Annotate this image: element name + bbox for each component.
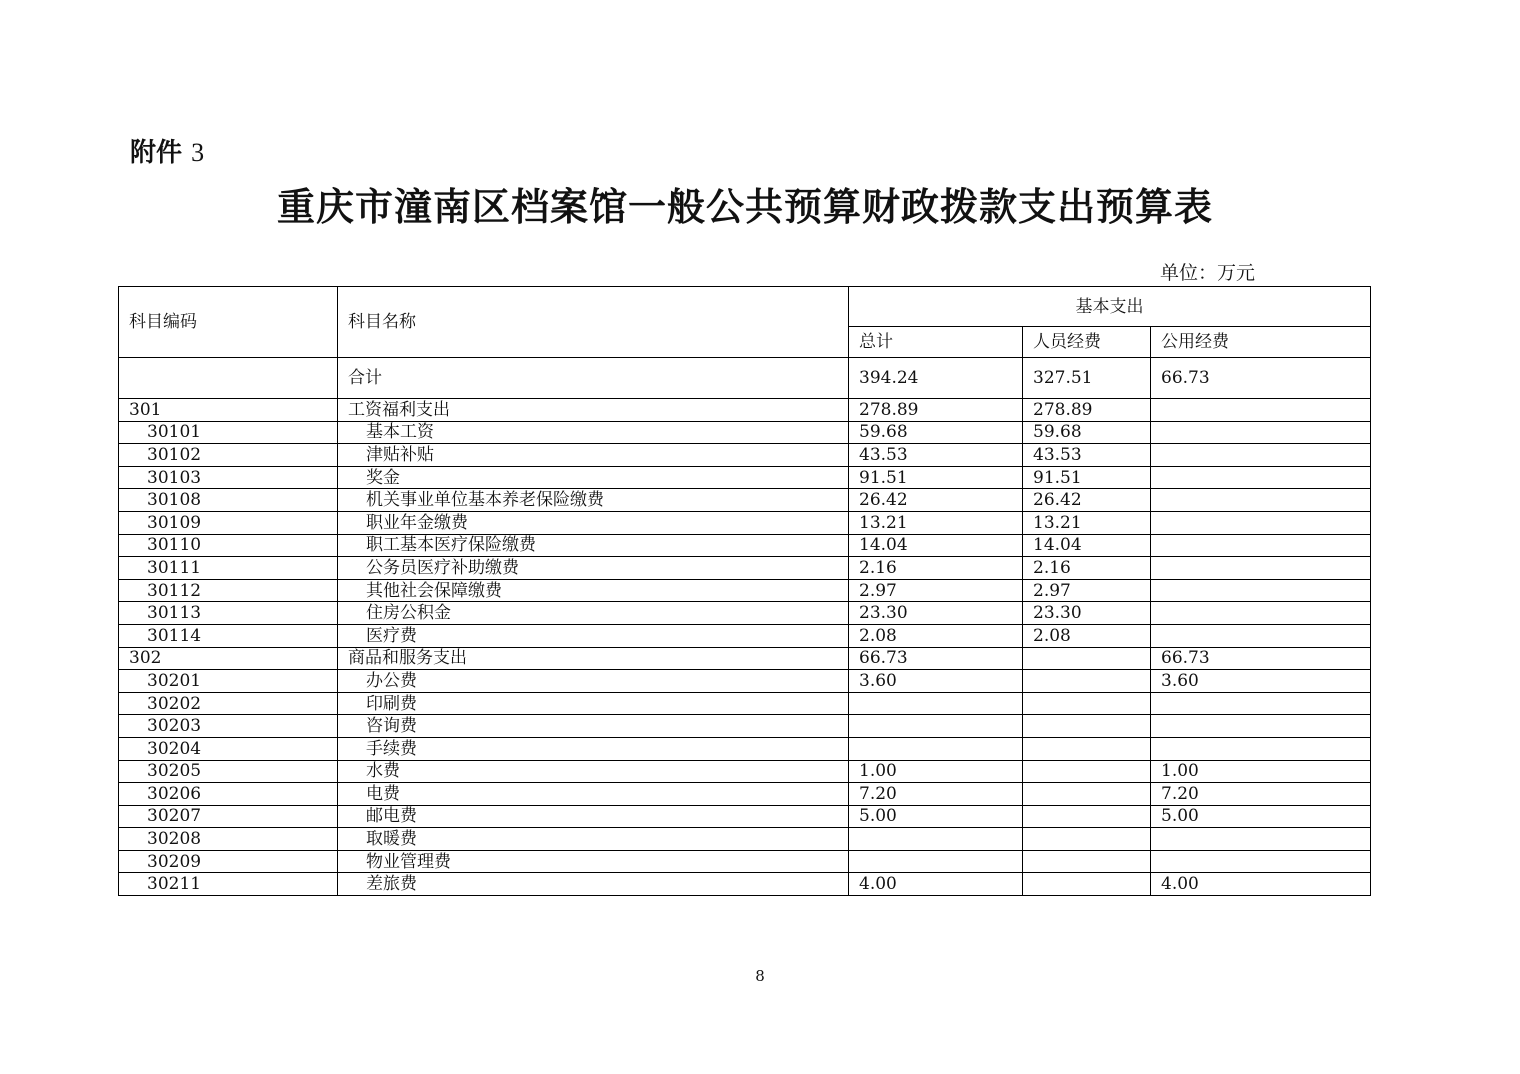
- public-cell: [1151, 715, 1371, 738]
- total-cell: 5.00: [849, 805, 1023, 828]
- code-cell: 301: [119, 399, 338, 422]
- total-cell: 91.51: [849, 466, 1023, 489]
- total-code-cell: [119, 358, 338, 399]
- name-cell: 物业管理费: [338, 850, 849, 873]
- personnel-cell: [1023, 828, 1151, 851]
- code-cell: 30109: [119, 511, 338, 534]
- budget-table: [118, 286, 1371, 896]
- name-cell: 医疗费: [338, 624, 849, 647]
- name-cell: 印刷费: [338, 692, 849, 715]
- total-total-cell: 394.24: [849, 358, 1023, 399]
- name-cell: 邮电费: [338, 805, 849, 828]
- table-row: [119, 737, 1371, 760]
- total-cell: [849, 850, 1023, 873]
- total-cell: [849, 737, 1023, 760]
- name-cell: 电费: [338, 783, 849, 806]
- header-total: 总计: [849, 327, 1023, 358]
- personnel-cell: 14.04: [1023, 534, 1151, 557]
- total-personnel-cell: 327.51: [1023, 358, 1151, 399]
- table-row: [119, 399, 1371, 422]
- table-row: [119, 850, 1371, 873]
- code-cell: 30113: [119, 602, 338, 625]
- page-number: 8: [755, 967, 765, 985]
- personnel-cell: [1023, 873, 1151, 896]
- total-cell: 7.20: [849, 783, 1023, 806]
- personnel-cell: [1023, 737, 1151, 760]
- total-row: [119, 358, 1371, 399]
- personnel-cell: 26.42: [1023, 489, 1151, 512]
- personnel-cell: 2.97: [1023, 579, 1151, 602]
- public-cell: 5.00: [1151, 805, 1371, 828]
- total-cell: 26.42: [849, 489, 1023, 512]
- total-cell: 2.16: [849, 557, 1023, 580]
- personnel-cell: 278.89: [1023, 399, 1151, 422]
- total-cell: 278.89: [849, 399, 1023, 422]
- code-cell: 30205: [119, 760, 338, 783]
- personnel-cell: [1023, 783, 1151, 806]
- total-cell: [849, 828, 1023, 851]
- public-cell: [1151, 737, 1371, 760]
- personnel-cell: 59.68: [1023, 421, 1151, 444]
- name-cell: 奖金: [338, 466, 849, 489]
- name-cell: 机关事业单位基本养老保险缴费: [338, 489, 849, 512]
- table-row: [119, 873, 1371, 896]
- public-cell: 66.73: [1151, 647, 1371, 670]
- total-cell: [849, 715, 1023, 738]
- table-row: [119, 579, 1371, 602]
- total-cell: [849, 692, 1023, 715]
- code-cell: 30102: [119, 444, 338, 467]
- name-cell: 基本工资: [338, 421, 849, 444]
- personnel-cell: [1023, 692, 1151, 715]
- header-basic-expenditure: 基本支出: [849, 287, 1371, 327]
- name-cell: 工资福利支出: [338, 399, 849, 422]
- public-cell: [1151, 444, 1371, 467]
- code-cell: 30112: [119, 579, 338, 602]
- code-cell: 30111: [119, 557, 338, 580]
- name-cell: 手续费: [338, 737, 849, 760]
- total-cell: 4.00: [849, 873, 1023, 896]
- personnel-cell: [1023, 760, 1151, 783]
- personnel-cell: 2.16: [1023, 557, 1151, 580]
- table-row: [119, 557, 1371, 580]
- table-row: [119, 647, 1371, 670]
- total-cell: 2.97: [849, 579, 1023, 602]
- public-cell: 4.00: [1151, 873, 1371, 896]
- table-row: [119, 670, 1371, 693]
- code-cell: 30206: [119, 783, 338, 806]
- public-cell: [1151, 579, 1371, 602]
- personnel-cell: [1023, 850, 1151, 873]
- header-public: 公用经费: [1151, 327, 1371, 358]
- code-cell: 30204: [119, 737, 338, 760]
- table-row: [119, 692, 1371, 715]
- header-row-top: [119, 287, 1371, 327]
- header-code: 科目编码: [119, 287, 338, 358]
- code-cell: 30207: [119, 805, 338, 828]
- personnel-cell: [1023, 670, 1151, 693]
- code-cell: 30202: [119, 692, 338, 715]
- name-cell: 咨询费: [338, 715, 849, 738]
- total-name-cell: 合计: [338, 358, 849, 399]
- total-public-cell: 66.73: [1151, 358, 1371, 399]
- public-cell: [1151, 828, 1371, 851]
- public-cell: 1.00: [1151, 760, 1371, 783]
- total-cell: 43.53: [849, 444, 1023, 467]
- code-cell: 30114: [119, 624, 338, 647]
- public-cell: 7.20: [1151, 783, 1371, 806]
- table-row: [119, 715, 1371, 738]
- name-cell: 取暖费: [338, 828, 849, 851]
- public-cell: [1151, 850, 1371, 873]
- table-row: [119, 624, 1371, 647]
- table-row: [119, 421, 1371, 444]
- name-cell: 其他社会保障缴费: [338, 579, 849, 602]
- public-cell: 3.60: [1151, 670, 1371, 693]
- table-row: [119, 828, 1371, 851]
- total-cell: 59.68: [849, 421, 1023, 444]
- total-cell: 3.60: [849, 670, 1023, 693]
- personnel-cell: 2.08: [1023, 624, 1151, 647]
- code-cell: 302: [119, 647, 338, 670]
- public-cell: [1151, 624, 1371, 647]
- code-cell: 30209: [119, 850, 338, 873]
- attachment-number: 3: [191, 138, 205, 167]
- header-personnel: 人员经费: [1023, 327, 1151, 358]
- table-row: [119, 805, 1371, 828]
- name-cell: 职工基本医疗保险缴费: [338, 534, 849, 557]
- code-cell: 30211: [119, 873, 338, 896]
- header-name: 科目名称: [338, 287, 849, 358]
- public-cell: [1151, 692, 1371, 715]
- table-row: [119, 444, 1371, 467]
- code-cell: 30110: [119, 534, 338, 557]
- public-cell: [1151, 511, 1371, 534]
- public-cell: [1151, 534, 1371, 557]
- code-cell: 30201: [119, 670, 338, 693]
- personnel-cell: [1023, 805, 1151, 828]
- code-cell: 30101: [119, 421, 338, 444]
- public-cell: [1151, 602, 1371, 625]
- personnel-cell: [1023, 647, 1151, 670]
- public-cell: [1151, 557, 1371, 580]
- personnel-cell: [1023, 715, 1151, 738]
- total-cell: 23.30: [849, 602, 1023, 625]
- attachment-label: [130, 132, 204, 169]
- public-cell: [1151, 421, 1371, 444]
- public-cell: [1151, 399, 1371, 422]
- total-cell: 66.73: [849, 647, 1023, 670]
- personnel-cell: 23.30: [1023, 602, 1151, 625]
- name-cell: 住房公积金: [338, 602, 849, 625]
- name-cell: 差旅费: [338, 873, 849, 896]
- name-cell: 商品和服务支出: [338, 647, 849, 670]
- unit-label: 单位：万元: [1160, 262, 1256, 284]
- code-cell: 30208: [119, 828, 338, 851]
- code-cell: 30108: [119, 489, 338, 512]
- code-cell: 30203: [119, 715, 338, 738]
- table-row: [119, 511, 1371, 534]
- personnel-cell: 43.53: [1023, 444, 1151, 467]
- table-row: [119, 534, 1371, 557]
- name-cell: 津贴补贴: [338, 444, 849, 467]
- attachment-text: 附件: [130, 138, 183, 168]
- name-cell: 职业年金缴费: [338, 511, 849, 534]
- table-row: [119, 489, 1371, 512]
- personnel-cell: 91.51: [1023, 466, 1151, 489]
- name-cell: 办公费: [338, 670, 849, 693]
- table-row: [119, 760, 1371, 783]
- table-row: [119, 602, 1371, 625]
- public-cell: [1151, 489, 1371, 512]
- name-cell: 水费: [338, 760, 849, 783]
- table-row: [119, 783, 1371, 806]
- total-cell: 13.21: [849, 511, 1023, 534]
- public-cell: [1151, 466, 1371, 489]
- code-cell: 30103: [119, 466, 338, 489]
- total-cell: 1.00: [849, 760, 1023, 783]
- table-row: [119, 466, 1371, 489]
- document-title: 重庆市潼南区档案馆一般公共预算财政拨款支出预算表: [276, 184, 1213, 229]
- personnel-cell: 13.21: [1023, 511, 1151, 534]
- total-cell: 14.04: [849, 534, 1023, 557]
- total-cell: 2.08: [849, 624, 1023, 647]
- name-cell: 公务员医疗补助缴费: [338, 557, 849, 580]
